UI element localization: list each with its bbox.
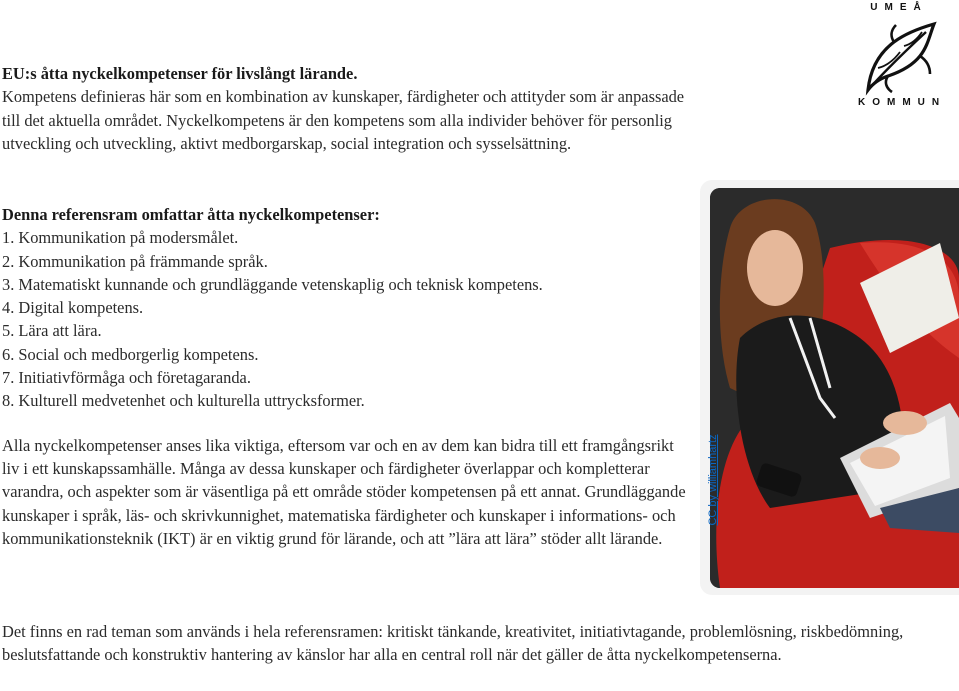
photo-credit-link[interactable]: CC by williamhartz xyxy=(707,434,719,526)
intro-block xyxy=(2,62,702,155)
list-item: 3. Matematiskt kunnande och grundläggande vetenskaplig och teknisk kompetens. xyxy=(2,274,543,294)
logo-text-bottom: KOMMUN xyxy=(858,97,947,108)
logo-text-top: UMEÅ xyxy=(870,2,928,13)
intro-text: Kompetens definieras här som en kombination av kunskaper, färdigheter och attityder som är anpassade till det aktuella området. Nyckelkompetens är den kompetens som alla individer behöver för personlig utveckling och utveckling, aktivt medborgarskap, social integration och sysselsättning. xyxy=(2,87,685,153)
photo-illustration xyxy=(710,188,959,588)
list-item: 7. Initiativförmåga och företagaranda. xyxy=(2,368,251,388)
list-item: 4. Digital kompetens. xyxy=(2,298,144,318)
list-item: 5. Lära att lära. xyxy=(2,321,102,341)
student-laptop-photo xyxy=(710,188,959,588)
page-title: EU:s åtta nyckelkompetenser för livslångt lärande. xyxy=(2,64,358,83)
list-item: 1. Kommunikation på modersmålet. xyxy=(2,228,239,248)
list-item: 8. Kulturell medvetenhet och kulturella uttrycksformer. xyxy=(2,391,365,411)
list-heading: Denna referensram omfattar åtta nyckelkompetenser: xyxy=(2,205,380,224)
umea-kommun-logo xyxy=(858,2,947,110)
list-item: 2. Kommunikation på främmande språk. xyxy=(2,251,268,271)
list-item: 6. Social och medborgerlig kompetens. xyxy=(2,344,259,364)
competence-list xyxy=(2,203,702,413)
leaf-icon xyxy=(860,16,938,96)
paragraph-importance: Alla nyckelkompetenser anses lika viktiga, eftersom var och en av dem kan bidra till ett framgångsrikt liv i ett kunskapssamhälle. Många av dessa kunskaper och färdigheter överlappar och kompletterar varandra, och aspekter som är väsentliga på ett område stöder kompetensen på ett annat. Grundläggande kunskaper i språk, läs- och skrivkunnighet, matematiska färdigheter och kunskaper i informations- och kommunikationsteknik (IKT) är en viktig grund för lärande, och att ”lära att lära” stöder allt lärande. xyxy=(2,436,686,548)
paragraph-themes: Det finns en rad teman som används i hela referensramen: kritiskt tänkande, kreativitet, initiativtagande, problemlösning, riskbedömning, beslutsfattande och konstruktiv hantering av känslor har alla en central roll när det gäller de åtta nyckelkompetenserna. xyxy=(2,622,904,665)
